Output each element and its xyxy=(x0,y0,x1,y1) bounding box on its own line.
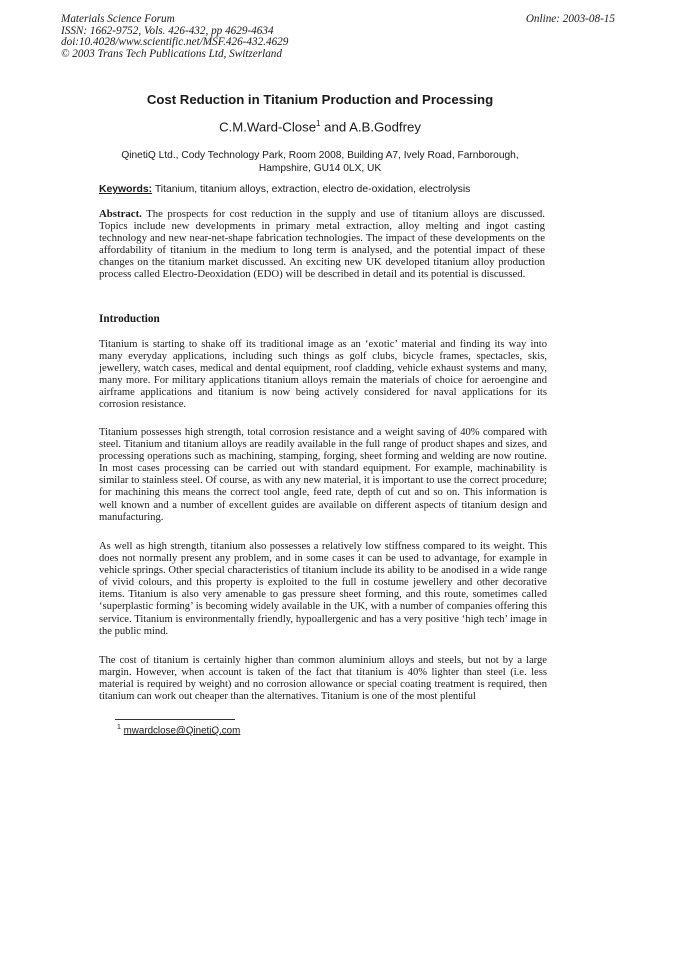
body-paragraph: The cost of titanium is certainly higher than common aluminium alloys and steels, but not by a large margin. However, when account is taken of the fact that titanium is 40% lighter than steel (i.e. less material is required by weight) and no corrosion allowance or special coating treatment is required, then titanium can work out cheaper than the alternatives. Titanium is one of the most plentiful xyxy=(99,655,547,703)
journal-copyright: © 2003 Trans Tech Publications Ltd, Switzerland xyxy=(61,47,282,60)
online-date-text: Online: 2003-08-15 xyxy=(525,13,615,25)
journal-doi: doi:10.4028/www.scientific.net/MSF.426-432.4629 xyxy=(61,36,289,49)
abstract xyxy=(99,208,545,281)
author-first: C.M.Ward-Close xyxy=(219,119,317,135)
body-paragraph: Titanium is starting to shake off its traditional image as an ‘exotic’ material and finding its way into many everyday applications, including such things as golf clubs, bicycle frames, spectacles, skis, jewellery, watch cases, medical and dental equipment, roof cladding, vehicle exhaust systems and many, many more. For military applications titanium alloys remain the materials of choice for aeroengine and airframe applications and titanium is now being actively considered for naval applications for its corrosion resistance. xyxy=(99,339,547,411)
keywords xyxy=(99,184,470,195)
journal-name: Materials Science Forum xyxy=(61,13,175,25)
author-line xyxy=(0,119,640,134)
author-footnote-marker: 1 xyxy=(316,119,321,128)
footnote xyxy=(117,724,240,736)
abstract-label: Abstract. xyxy=(99,208,142,220)
affiliation-line-2: Hampshire, GU14 0LX, UK xyxy=(258,163,382,174)
paper-title: Cost Reduction in Titanium Production and Processing xyxy=(146,92,494,107)
section-heading-introduction: Introduction xyxy=(99,313,160,325)
journal-issn: ISSN: 1662-9752, Vols. 426-432, pp 4629-4634 xyxy=(61,24,274,37)
footnote-divider xyxy=(115,719,235,720)
affiliation xyxy=(110,149,530,175)
footnote-email-link[interactable]: mwardclose@QinetiQ.com xyxy=(123,725,241,737)
footnote-marker: 1 xyxy=(117,724,121,731)
body-paragraph: As well as high strength, titanium also possesses a relatively low stiffness compared to its weight. This does not normally present any problem, and in some cases it can be used to advantage, for example in vehicle springs. Other special characteristics of titanium include its ability to be anodised in a wide range of vivid colours, and this property is exploited to the full in costume jewellery and other decorative items. Titanium is also very amenable to gas pressure sheet forming, and this route, sometimes called ‘superplastic forming’ is becoming widely available in the UK, with a number of companies offering this service. Titanium is environmentally friendly, hypoallergenic and has a very positive ‘high tech’ image in the public mind. xyxy=(99,541,547,637)
online-date xyxy=(526,14,615,26)
affiliation-line-1: QinetiQ Ltd., Cody Technology Park, Room 2008, Building A7, Ively Road, Farnborough, xyxy=(121,150,519,161)
body-paragraph: Titanium possesses high strength, total corrosion resistance and a weight saving of 40% compared with steel. Titanium and titanium alloys are readily available in the full range of product shapes and sizes, and processing operations such as machining, stamping, forging, sheet forming and welding are now routine. In most cases processing can be carried out with standard equipment. For example, machinability is similar to stainless steel. Of course, as with any new material, it is important to use the correct procedure; for machining this means the correct tool angle, feed rate, depth of cut and so on. This information is well known and a number of excellent guides are available on different aspects of titanium design and manufacturing. xyxy=(99,427,547,523)
journal-header xyxy=(61,14,288,60)
abstract-text: The prospects for cost reduction in the supply and use of titanium alloys are discussed. Topics include new developments in primary metal extraction, alloy melting and ingot casting technology and new near-net-shape fabrication technologies. The impact of these developments on the affordability of titanium in the medium to long term is analysed, and the potential impact of these changes on the titanium market discussed. An exciting new UK developed titanium alloy production process called Electro-Deoxidation (EDO) will be described in detail and its potential is discussed. xyxy=(99,208,545,281)
keywords-text: Titanium, titanium alloys, extraction, electro de-oxidation, electrolysis xyxy=(152,184,471,195)
author-rest: and A.B.Godfrey xyxy=(320,119,421,135)
keywords-label: Keywords: xyxy=(99,184,153,195)
